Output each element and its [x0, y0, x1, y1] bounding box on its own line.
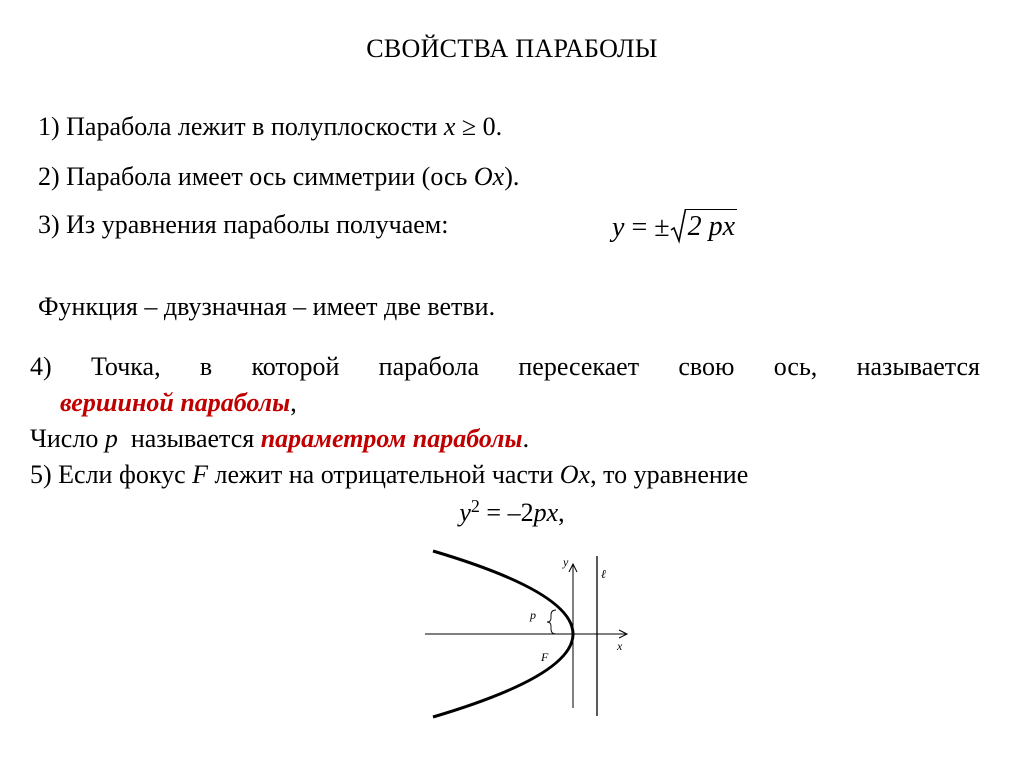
property-3-text: 3) Из уравнения параболы получаем: [38, 210, 449, 239]
p4-word: парабола [378, 352, 480, 381]
parameter-end: . [522, 424, 530, 453]
property-2-text: 2) Парабола имеет ось симметрии (ось [38, 162, 474, 191]
p5-axis-var: Ox [559, 460, 591, 489]
p4-word: свою [678, 352, 735, 381]
p4-word: пересекает [518, 352, 640, 381]
parameter-text-mid: называется [117, 424, 261, 453]
p5-text-mid: лежит на отрицательной части [208, 460, 560, 489]
function-note: Функция – двузначная – имеет две ветви. [38, 292, 496, 321]
parameter-text-before: Число [30, 424, 105, 453]
p-label: p [530, 608, 536, 622]
p5-text-end: , то уравнение [590, 460, 749, 489]
p4-word: которой [251, 352, 340, 381]
property-4-highlight-line [60, 388, 297, 418]
parameter-line [30, 424, 529, 454]
p4-word: 4) [30, 352, 52, 381]
x-label: x [617, 639, 623, 653]
property-1-text: 1) Парабола лежит в полуплоскости [38, 112, 444, 141]
vertex-term: вершиной параболы [60, 388, 291, 417]
sqrt-sign [670, 208, 737, 244]
p4-word: называется [856, 352, 980, 381]
property-1 [38, 112, 502, 142]
property-5-formula [0, 498, 1024, 528]
f5-lhs: y [459, 498, 471, 527]
property-2 [38, 162, 519, 192]
p4-word: в [199, 352, 213, 381]
directrix-label: ℓ [601, 567, 606, 581]
parabola-diagram [415, 548, 645, 723]
f5-end: , [558, 498, 565, 527]
f5-exponent: 2 [470, 496, 480, 516]
formula-radicand: 2 px [687, 211, 736, 242]
y-label: y [563, 555, 569, 569]
property-1-variable: x [443, 112, 456, 141]
formula-lhs: y [612, 212, 625, 243]
p4-word: Точка, [90, 352, 161, 381]
formula-operator: = ± [624, 212, 670, 243]
property-2-axis: Ox [473, 162, 505, 191]
focus-label: F [541, 650, 549, 664]
property-2-end: ). [504, 162, 520, 191]
p5-focus-var: F [192, 460, 209, 489]
property-3 [38, 210, 448, 240]
p5-text-before: 5) Если фокус [30, 460, 193, 489]
property-5-line [30, 460, 748, 490]
property-1-relation: ≥ 0. [455, 112, 503, 141]
f5-rhs: = –2 [479, 498, 534, 527]
p4-word: ось, [773, 352, 818, 381]
parameter-variable: p [104, 424, 118, 453]
property-4-line [30, 352, 980, 382]
vertex-term-end: , [290, 388, 297, 417]
property-3-formula [612, 208, 737, 244]
parameter-brace [547, 610, 556, 634]
f5-rhs-var: px [533, 498, 559, 527]
page-title: СВОЙСТВА ПАРАБОЛЫ [366, 34, 658, 63]
parameter-term: параметром параболы [260, 424, 523, 453]
